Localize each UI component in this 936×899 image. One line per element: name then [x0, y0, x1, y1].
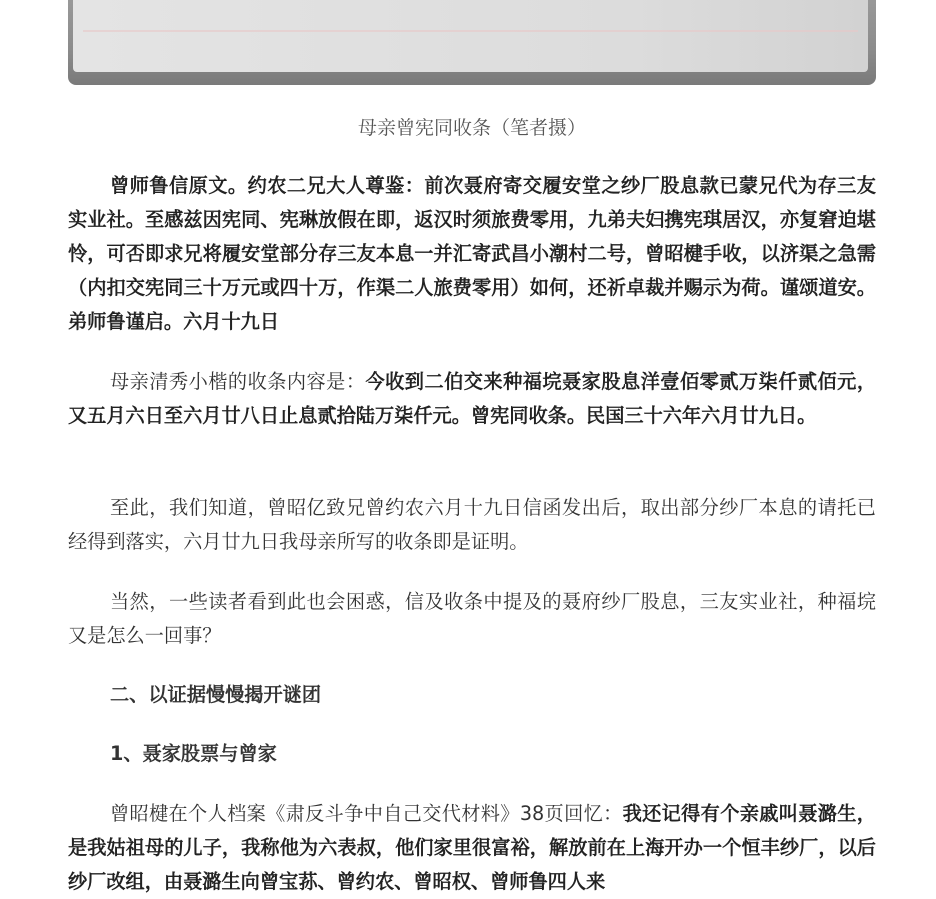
receipt-paper — [73, 0, 868, 72]
subsection-heading: 1、聂家股票与曾家 — [110, 742, 277, 765]
letter-text-bold: 曾师鲁信原文。约农二兄大人尊鉴：前次聂府寄交履安堂之纱厂股息款已蒙兄代为存三友实业社。至感兹因宪同、宪琳放假在即，返汉时须旅费零用，九弟夫妇携宪琪居汉，亦复窘迫堪怜，可否即求兄将履安堂部分存三友本息一并汇寄武昌小潮村二号，曾昭楗手收，以济渠之急需（内扣交宪同三十万元或四十万，作渠二人旅费零用）如何，还祈卓裁并赐示为荷。谨颂道安。弟师鲁谨启。六月十九日 — [68, 174, 876, 333]
receipt-content-bold: 今收到二伯交来种福垸聂家股息洋壹佰零贰万柒仟贰佰元，又五月六日至六月廿八日止息贰拾陆万柒仟元。曾宪同收条。民国三十六年六月廿九日。 — [68, 370, 877, 427]
conclusion-text: 至此，我们知道，曾昭亿致兄曾约农六月十九日信函发出后，取出部分纱厂本息的请托已经得到落实，六月廿九日我母亲所写的收条即是证明。 — [68, 496, 876, 553]
receipt-intro-text: 母亲清秀小楷的收条内容是： — [110, 370, 366, 393]
archive-intro-text: 曾昭楗在个人档案《肃反斗争中自己交代材料》38页回忆： — [110, 802, 623, 825]
paragraph-receipt-content — [68, 365, 876, 433]
paragraph-archive-memory — [68, 797, 876, 899]
reader-question-text: 当然，一些读者看到此也会困惑，信及收条中提及的聂府纱厂股息，三友实业社，种福垸又是怎么一回事？ — [68, 590, 876, 647]
photo-caption: 母亲曾宪同收条（笔者摄） — [357, 117, 586, 139]
section-heading: 二、以证据慢慢揭开谜团 — [110, 683, 322, 706]
paragraph-reader-question — [68, 585, 876, 653]
receipt-photo — [68, 0, 876, 85]
paragraph-letter-text — [68, 169, 876, 339]
archive-quote-bold: 我还记得有个亲戚叫聂潞生，是我姑祖母的儿子，我称他为六表叔，他们家里很富裕，解放前在上海开办一个恒丰纱厂，以后纱厂改组，由聂潞生向曾宝荪、曾约农、曾昭权、曾师鲁四人来 — [68, 802, 876, 893]
paper-ruled-line — [83, 30, 858, 32]
paragraph-conclusion — [68, 491, 876, 559]
